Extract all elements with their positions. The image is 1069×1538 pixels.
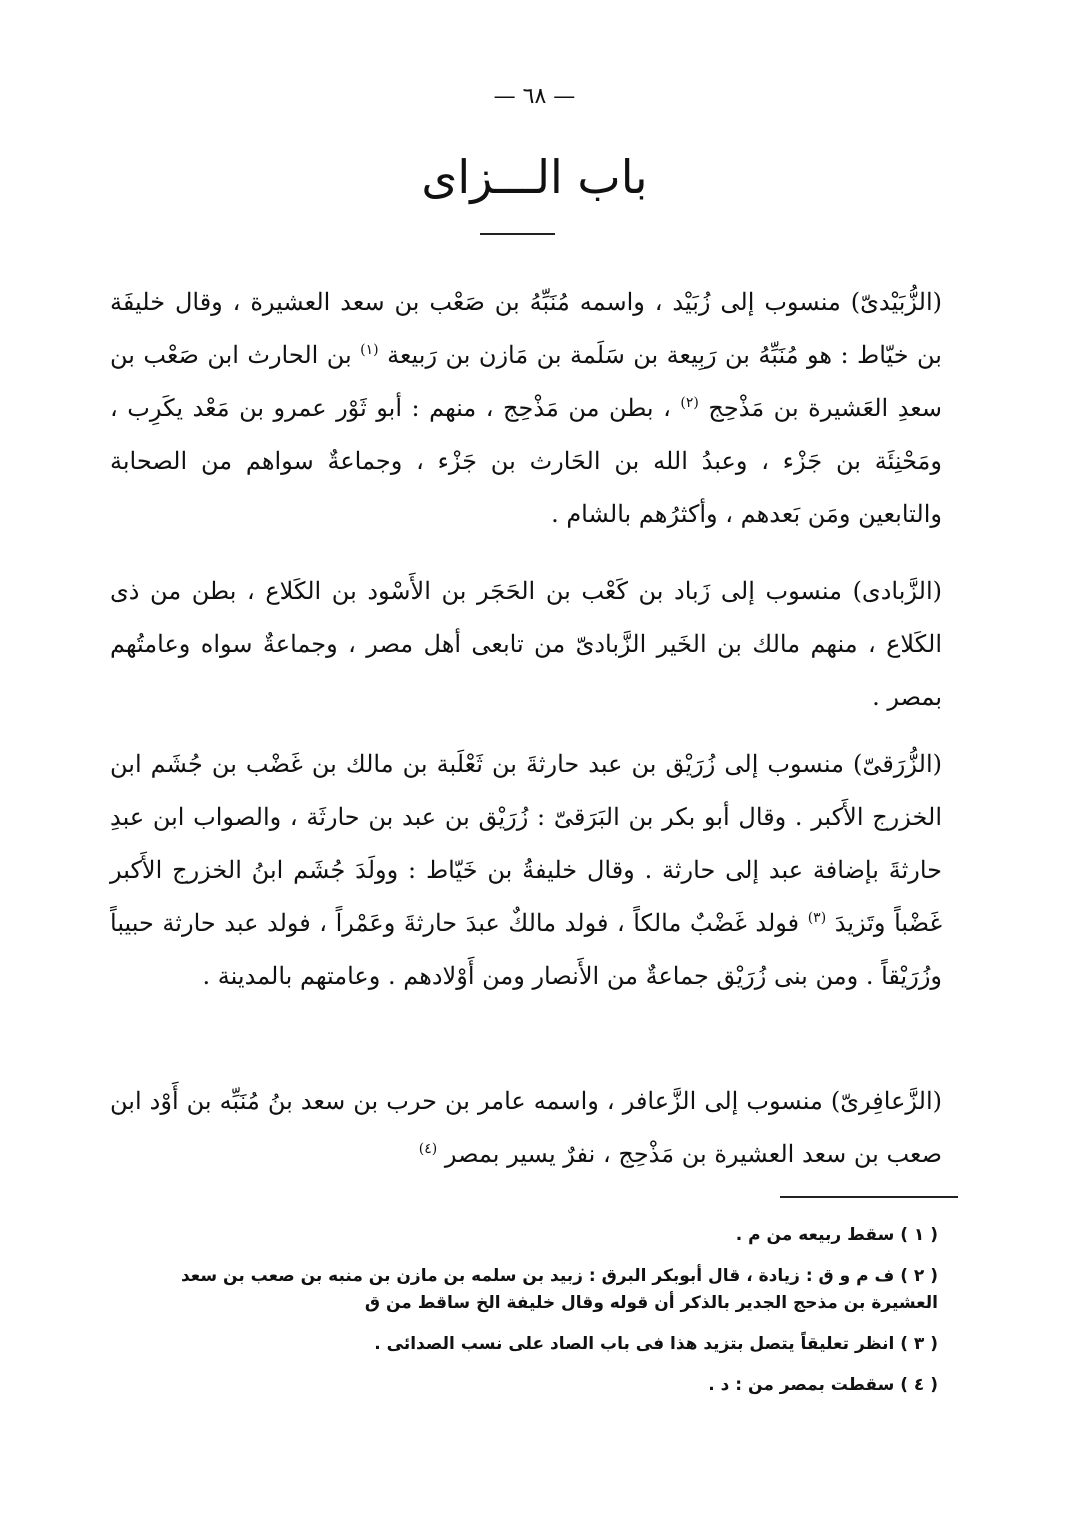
title-divider <box>480 233 555 235</box>
entry-text: ، بطن من مَذْحِج ، منهم : أبو ثَوْر عمرو بن مَعْد يكَرِب ، ومَحْنِئَة بن جَزْء ، وعبدُ الله بن الحَارث بن جَزْء ، وجماعةٌ سواهم من الصحابة والتابعين ومَن بَعدهم ، وأكثرُهم بالشام . <box>110 394 943 528</box>
chapter-title: باب الـــزاى <box>421 150 648 204</box>
footnotes <box>110 1222 938 1413</box>
entry-text: (الزُّبَيْدىّ) منسوب إلى زُبَيْد ، واسمه مُنَبِّهُ بن صَعْب بن سعد العشيرة ، وقال خليفَة بن خيّاط : هو مُنَبِّهُ بن رَبِيعة بن سَلَمة بن مَازن بن رَبيعة <box>110 288 942 369</box>
entry-text: فولد غَضْبٌ مالكاً ، فولد مالكٌ عبدَ حارثةَ وعَمْراً ، فولد عبد حارثة حبيباً وزُرَيْقاً . ومن بنى زُرَيْق جماعةٌ من الأَنصار ومن أَوْلادهم . وعامتهم بالمدينة . <box>110 909 942 990</box>
entry-zabadi <box>110 565 942 724</box>
footnote-item: ( ٢ ) ف م و ق : زيادة ، قال أبوبكر البرق : زبيد بن سلمه بن مازن بن منبه بن صعب بن سعد العشيرة بن مذحج الجدير بالذكر أن قوله وقال خليفة الخ ساقط من ق <box>180 1266 938 1313</box>
footnote-ref: (١) <box>360 342 379 358</box>
footnote-ref: (٤) <box>418 1141 438 1157</box>
entry-text: (الزَّبادى) منسوب إلى زَباد بن كَعْب بن الحَجَر بن الأَسْود بن الكَلاع ، بطن من ذى الكَلاع ، منهم مالك بن الخَير الزَّبادىّ من تابعى أهل مصر ، وجماعةٌ سواه وعامتُهم بمصر . <box>110 577 942 711</box>
page-number: — ٦٨ — <box>493 84 576 109</box>
footnote-ref: (٢) <box>680 395 699 411</box>
footnote-item: ( ٤ ) سقطت بمصر من : د . <box>708 1375 938 1395</box>
footnote-item: ( ٣ ) انظر تعليقاً يتصل بتزيد هذا فى باب الصاد على نسب الصدائى . <box>374 1334 938 1354</box>
footnote-item: ( ١ ) سقط ربيعه من م . <box>735 1225 938 1245</box>
entry-zaafiri <box>110 1075 942 1181</box>
entry-text: بن الحارث ابن صَعْب بن سعدِ العَشيرة بن مَذْحِج <box>110 341 942 422</box>
entry-text: (الزُّرَقىّ) منسوب إلى زُرَيْق بن عبد حارثةَ بن ثَعْلَبة بن مالك بن غَضْب بن جُشَم ابن الخزرج الأَكبر . وقال أبو بكر بن البَرَقىّ : زُرَيْق بن عبد بن حارثَة ، والصواب ابن عبدِ حارثةَ بإضافة عبد إلى حارثة . وقال خليفةُ بن خَيّاط : وولَدَ جُشَم ابنُ الخزرج الأَكبر غَضْباً وتَزيدَ <box>110 750 942 937</box>
footnote-ref: (٣) <box>807 910 827 926</box>
entry-zubaydi <box>110 276 942 541</box>
entry-text: (الزَّعافِرىّ) منسوب إلى الزَّعافر ، واسمه عامر بن حرب بن سعد بنُ مُنَبِّه بن أَوْد ابن صعب بن سعد العشيرة بن مَذْحِج ، نفرٌ يسير بمصر <box>110 1087 942 1168</box>
footnote-divider <box>780 1196 958 1198</box>
entry-zuraqi <box>110 738 942 1003</box>
